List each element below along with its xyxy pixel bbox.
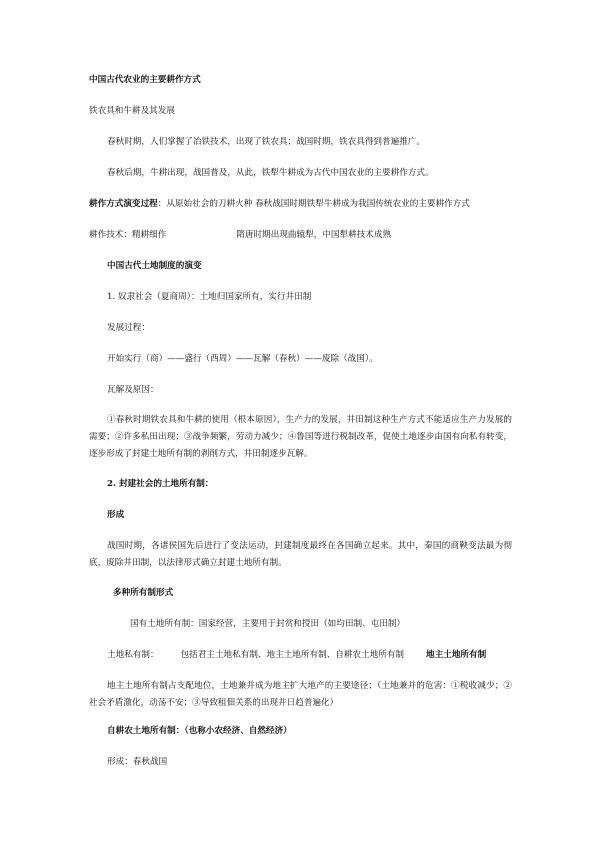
text-tech (89, 229, 524, 241)
text-development: 发展过程： (107, 323, 150, 333)
text-private-ownership (107, 649, 524, 661)
paragraph-warring-states: 战国时期，各诸侯国先后进行了变法运动，封建制度最终在各国确立起来。其中，秦国的商鞅变法最为彻底，废除井田制，以法律形式确立封建土地所有制。 (89, 541, 512, 568)
heading-land-system: 中国古代土地制度的演变 (107, 261, 202, 271)
heading-farming-methods: 中国古代农业的主要耕作方式 (89, 75, 201, 85)
text-chunqiu-iron: 春秋时期，人们掌握了冶铁技术，出现了铁农具；战国时期，铁农具得到普遍推广。 (107, 137, 425, 147)
text-evolution (89, 198, 524, 210)
private-bold: 地主土地所有制 (426, 650, 487, 660)
heading-self-farmer: 自耕农土地所有制：（也称小农经济、自然经济） (107, 726, 292, 736)
tech-label: 耕作技术：精耕细作 (89, 230, 167, 240)
evolution-text: ：从原始社会的刀耕火种 春秋战国时期铁犁牛耕成为我国传统农业的主要耕作方式 (157, 199, 470, 209)
tech-text: 隋唐时期出现曲辕犁，中国犁耕技术成熟 (236, 230, 392, 240)
text-state-ownership: 国有土地所有制：国家经营，主要用于封赏和授田（如均田制、屯田制） (130, 619, 406, 629)
private-label: 土地私有制： (107, 650, 159, 660)
text-collapse: 瓦解及原因： (107, 385, 159, 395)
paragraph-landlord: 地主土地所有制占支配地位，土地兼并成为地主扩大地产的主要途径；（土地兼并的危害：①税收减少；②社会矛盾激化，动荡不安；③导致租佃关系的出现并日趋普遍化） (89, 681, 512, 708)
text-self-farmer-formation: 形成：春秋战国 (107, 757, 168, 767)
heading-multi-ownership: 多种所有制形式 (113, 588, 174, 598)
heading-formation: 形成 (107, 510, 125, 520)
text-development-detail: 开始实行（商）——盛行（西周）——瓦解（春秋）——废除（战国）。 (107, 354, 378, 364)
heading-feudal-land: 2. 封建社会的土地所有制： (107, 479, 214, 489)
evolution-label: 耕作方式演变过程 (89, 199, 158, 209)
text-chunqiu-ox: 春秋后期，牛耕出现，战国普及，从此，铁犁牛耕成为古代中国农业的主要耕作方式。 (107, 168, 434, 178)
text-slave-society: 1. 奴隶社会（夏商周）：土地归国家所有，实行井田制 (107, 292, 312, 302)
private-text: 包括君主土地私有制、地主土地所有制、自耕农土地所有制 (180, 650, 405, 660)
subheading-iron-tools: 铁农具和牛耕及其发展 (89, 106, 175, 116)
paragraph-reasons: ①春秋时期铁农具和牛耕的使用（根本原因），生产力的发展，井田制这种生产方式不能适应生产力发展的需要；②许多私田出现；③战争频繁，劳动力减少；④鲁国等进行税制改革，促使土地逐步由国有向私有转变，逐步形成了封建土地所有制的剥削方式，井田制逐步瓦解。 (89, 415, 512, 459)
